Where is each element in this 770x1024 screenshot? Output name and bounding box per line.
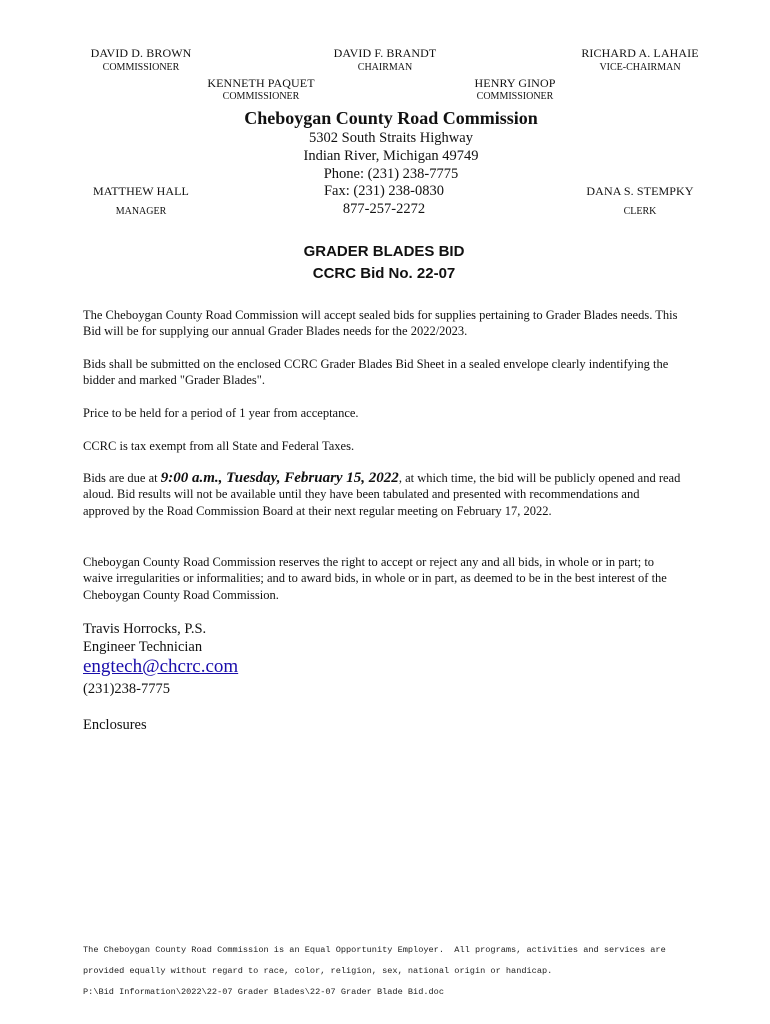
clerk-name: DANA S. STEMPKY [586, 184, 694, 198]
address-tollfree: 877-257-2272 [342, 201, 426, 217]
vice-chairman-role: VICE-CHAIRMAN [599, 62, 681, 73]
commissioner-brown-role: COMMISSIONER [102, 62, 180, 73]
paragraph-rights-text: Cheboygan County Road Commission reserves the right to accept or reject any and all bids, in whole or in part; to waive irregularities or informalities; and to award bids, in whole or in part, as deemed to be in the best interest of the Cheboygan County Road Commission. [83, 555, 667, 602]
footer-file-path: P:\Bid Information\2022\22-07 Grader Blades\22-07 Grader Blade Bid.doc [83, 986, 444, 997]
signer-phone: (231)238-7775 [83, 681, 170, 697]
address-fax: Fax: (231) 238-0830 [323, 183, 445, 199]
vice-chairman-name: RICHARD A. LAHAIE [581, 46, 699, 60]
paragraph-rights [83, 554, 683, 603]
paragraph-tax-text: CCRC is tax exempt from all State and Federal Taxes. [83, 439, 355, 453]
paragraph-intro-text: The Cheboygan County Road Commission will accept sealed bids for supplies pertaining to Grader Blades needs. This Bid will be for supplying our annual Grader Blades needs for the 2022/2023. [83, 308, 678, 339]
paragraph-due-date [83, 470, 683, 519]
commissioner-brown-name: DAVID D. BROWN [90, 46, 192, 60]
address-street: 5302 South Straits Highway [309, 130, 473, 146]
paragraph-price [83, 405, 683, 421]
manager-name: MATTHEW HALL [93, 184, 189, 198]
chairman-role: CHAIRMAN [357, 62, 413, 73]
paragraph-price-text: Price to be held for a period of 1 year from acceptance. [83, 406, 359, 420]
bid-number: CCRC Bid No. 22-07 [312, 265, 456, 282]
signer-title: Engineer Technician [83, 639, 203, 655]
clerk-role: CLERK [623, 206, 657, 217]
due-date-suffix: , at which time, the bid will be publicly opened and read aloud. Bid results will not be available until they have been tabulated and presented with recommendations and approved by the Road Commission Board at their next regular meeting on February 17, 2022. [83, 471, 681, 518]
commissioner-paquet-name: KENNETH PAQUET [207, 76, 315, 90]
due-date-prefix: Bids are due at [83, 471, 161, 485]
paragraph-intro [83, 307, 683, 340]
enclosures-label: Enclosures [83, 717, 147, 733]
signer-name: Travis Horrocks, P.S. [83, 621, 207, 637]
chairman-name: DAVID F. BRANDT [333, 46, 437, 60]
commissioner-ginop-name: HENRY GINOP [474, 76, 556, 90]
paragraph-tax [83, 438, 683, 454]
address-city: Indian River, Michigan 49749 [303, 148, 479, 164]
manager-role: MANAGER [115, 206, 167, 217]
due-date-emphasis: 9:00 a.m., Tuesday, February 15, 2022 [160, 470, 399, 486]
signer-email-link[interactable]: engtech@chcrc.com [83, 656, 239, 677]
footer-eeo-line2: provided equally without regard to race, color, religion, sex, national origin or handicap. [83, 965, 553, 976]
footer-eeo-line1: The Cheboygan County Road Commission is an Equal Opportunity Employer. All programs, activities and services are [83, 944, 666, 955]
paragraph-submission [83, 356, 683, 389]
address-phone: Phone: (231) 238-7775 [323, 166, 459, 182]
footer [83, 934, 666, 1008]
paragraph-submission-text: Bids shall be submitted on the enclosed CCRC Grader Blades Bid Sheet in a sealed envelope clearly indentifying the bidder and marked "Grader Blades". [83, 357, 669, 388]
bid-title: GRADER BLADES BID [303, 243, 465, 260]
organization-title: Cheboygan County Road Commission [244, 108, 538, 128]
commissioner-ginop-role: COMMISSIONER [476, 91, 554, 102]
commissioner-paquet-role: COMMISSIONER [222, 91, 300, 102]
